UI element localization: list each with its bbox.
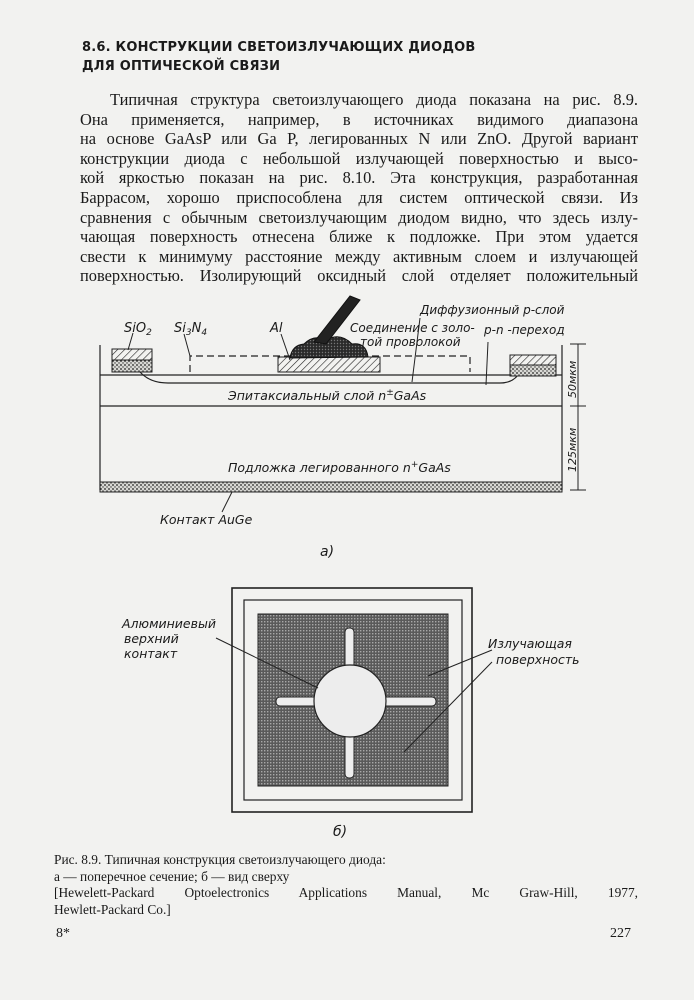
label-al-contact-2: верхний bbox=[124, 631, 179, 646]
leader-pn bbox=[486, 342, 488, 385]
diffusion-p-layer bbox=[140, 372, 520, 383]
caption-line-3: [Hewelett-Packard Optoelectronics Applications Manual, Mc Graw-Hill, 1977, bbox=[54, 885, 638, 900]
label-contact: Контакт AuGe bbox=[160, 512, 253, 527]
augecontact-layer bbox=[100, 482, 562, 492]
label-diffusion: Диффузионный p-слой bbox=[420, 303, 565, 317]
cross-section-diagram bbox=[100, 296, 586, 560]
aluminum-top-contact bbox=[314, 665, 386, 737]
body-line: кой яркостью показан на рис. 8.10. Эта конструкция, разработанная bbox=[80, 168, 638, 188]
body-line: Баррасом, хорошо приспособлена для систем оптической связи. Из bbox=[80, 187, 638, 207]
body-line: конструкции диода с небольшой излучающей поверхностью и высо- bbox=[80, 148, 638, 168]
label-sio2: SiO$_2$ bbox=[124, 321, 152, 338]
sio2-left-pad bbox=[112, 349, 152, 360]
dim-label-125: 125мкм bbox=[566, 427, 579, 472]
signature-mark: 8* bbox=[56, 926, 70, 941]
label-al-contact-1: Алюминиевый bbox=[122, 616, 216, 631]
aluminum-contact bbox=[278, 357, 380, 372]
label-al: Al bbox=[270, 321, 283, 336]
label-pn: p-n -переход bbox=[484, 323, 565, 337]
label-bond-2: той проволокой bbox=[360, 335, 461, 349]
label-bond-1: Соединение с золо- bbox=[350, 321, 475, 335]
si3n4-right-layer bbox=[510, 365, 556, 376]
body-line: на основе GaAsP или Ga P, легированных N или ZnO. Другой вариант bbox=[80, 129, 638, 149]
heading-line-2: ДЛЯ ОПТИЧЕСКОЙ СВЯЗИ bbox=[82, 59, 281, 74]
top-view-diagram bbox=[121, 588, 580, 840]
dim-label-50: 50мкм bbox=[566, 360, 579, 398]
label-epi: Эпитаксиальный слой n±GaAs bbox=[228, 388, 427, 403]
leader-contact bbox=[222, 492, 232, 512]
label-emit-2: поверхность bbox=[496, 652, 580, 667]
caption-line-2: а — поперечное сечение; б — вид сверху bbox=[54, 868, 290, 884]
body-line: свести к минимуму расстояние между активным слоем и излучающей bbox=[80, 246, 638, 266]
label-si3n4: $Si_3N_4$ bbox=[174, 321, 208, 338]
body-line: сравнения с обычным светоизлучающим диодом видно, что здесь излу- bbox=[80, 207, 638, 227]
caption-line-4: Hewlett-Packard Co.] bbox=[54, 901, 171, 917]
si3n4-left-layer bbox=[112, 360, 152, 372]
sio2-right-pad bbox=[510, 355, 556, 365]
label-al-contact-3: контакт bbox=[124, 646, 178, 661]
caption-line-1: Рис. 8.9. Типичная конструкция светоизлучающего диода: bbox=[54, 852, 386, 867]
figure-b-letter: б) bbox=[333, 824, 348, 840]
body-line: Типичная структура светоизлучающего диода показана на рис. 8.9. bbox=[110, 90, 638, 109]
label-emit-1: Излучающая bbox=[488, 636, 572, 651]
page-number: 227 bbox=[610, 926, 631, 941]
body-line: чающая поверхность отнесена ближе к подложке. При этом удается bbox=[80, 227, 638, 247]
heading-line-1: 8.6. КОНСТРУКЦИИ СВЕТОИЗЛУЧАЮЩИХ ДИОДОВ bbox=[82, 40, 476, 55]
body-line: Она применяется, например, в источниках видимого диапазона bbox=[80, 109, 638, 129]
figure-caption bbox=[54, 852, 638, 918]
figure-a-letter: а) bbox=[320, 544, 335, 560]
label-substrate: Подложка легированного n+GaAs bbox=[228, 460, 451, 475]
body-line: поверхностью. Изолирующий оксидный слой отделяет положительный bbox=[80, 266, 638, 286]
